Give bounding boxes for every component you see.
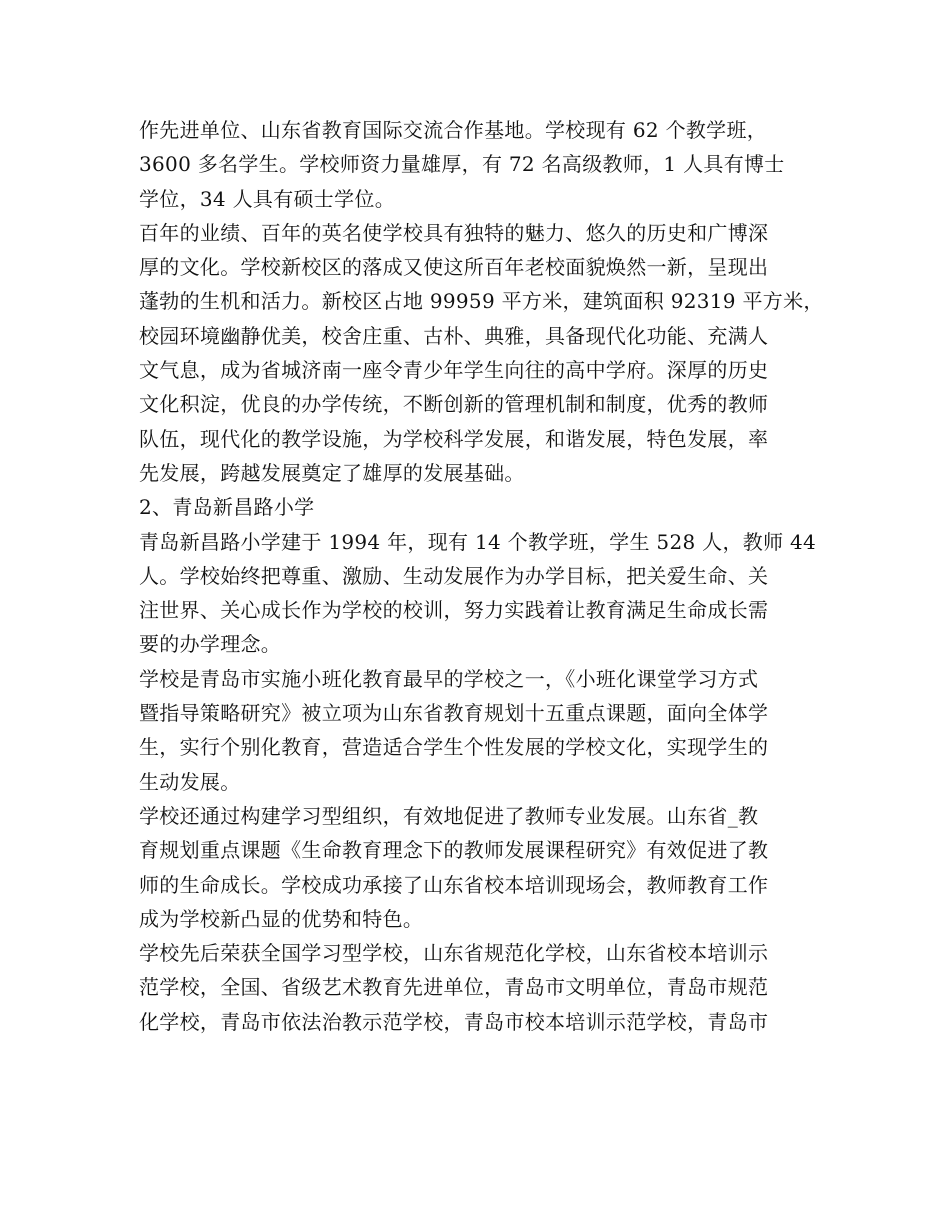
text-line: 百年的业绩、百年的英名使学校具有独特的魅力、悠久的历史和广博深 — [139, 220, 769, 245]
text-line: 青岛新昌路小学建于 1994 年，现有 14 个教学班，学生 528 人，教师 44 — [139, 529, 817, 554]
text-line: 育规划重点课题《生命教育理念下的教师发展课程研究》有效促进了教 — [139, 838, 769, 863]
text-line: 化学校，青岛市依法治教示范学校，青岛市校本培训示范学校，青岛市 — [139, 1009, 769, 1034]
text-line: 学校还通过构建学习型组织，有效地促进了教师专业发展。山东省_教 — [139, 803, 759, 828]
text-line: 注世界、关心成长作为学校的校训，努力实践着让教育满足生命成长需 — [139, 598, 769, 623]
text-line: 学位，34 人具有硕士学位。 — [139, 186, 396, 211]
text-line: 生，实行个别化教育，营造适合学生个性发展的学校文化，实现学生的 — [139, 735, 769, 760]
text-line: 作先进单位、山东省教育国际交流合作基地。学校现有 62 个教学班， — [139, 118, 768, 142]
text-line: 要的办学理念。 — [139, 632, 282, 657]
text-line: 暨指导策略研究》被立项为山东省教育规划十五重点课题，面向全体学 — [139, 701, 769, 726]
text-line: 范学校，全国、省级艺术教育先进单位，青岛市文明单位，青岛市规范 — [139, 975, 769, 1000]
text-line: 师的生命成长。学校成功承接了山东省校本培训现场会，教师教育工作 — [139, 872, 769, 897]
text-line: 成为学校新凸显的优势和特色。 — [139, 906, 424, 931]
text-line: 厚的文化。学校新校区的落成又使这所百年老校面貌焕然一新，呈现出 — [139, 255, 769, 280]
text-line: 生动发展。 — [139, 769, 241, 794]
section-heading: 2、青岛新昌路小学 — [139, 495, 315, 520]
text-line: 先发展，跨越发展奠定了雄厚的发展基础。 — [139, 460, 525, 485]
text-line: 校园环境幽静优美，校舍庄重、古朴、典雅，具备现代化功能、充满人 — [139, 323, 769, 348]
text-line: 蓬勃的生机和活力。新校区占地 99959 平方米，建筑面积 92319 平方米， — [139, 289, 824, 314]
document-body — [139, 113, 829, 1039]
text-line: 学校是青岛市实施小班化教育最早的学校之一，《小班化课堂学习方式 — [139, 666, 759, 691]
text-line: 文气息，成为省城济南一座令青少年学生向往的高中学府。深厚的历史 — [139, 358, 769, 383]
text-line: 人。学校始终把尊重、激励、生动发展作为办学目标，把关爱生命、关 — [139, 563, 769, 588]
text-line: 学校先后荣获全国学习型学校，山东省规范化学校，山东省校本培训示 — [139, 941, 769, 966]
text-line: 3600 多名学生。学校师资力量雄厚，有 72 名高级教师，1 人具有博士 — [139, 152, 785, 177]
text-line: 队伍，现代化的教学设施，为学校科学发展，和谐发展，特色发展，率 — [139, 426, 769, 451]
text-line: 文化积淀，优良的办学传统，不断创新的管理机制和制度，优秀的教师 — [139, 392, 769, 417]
